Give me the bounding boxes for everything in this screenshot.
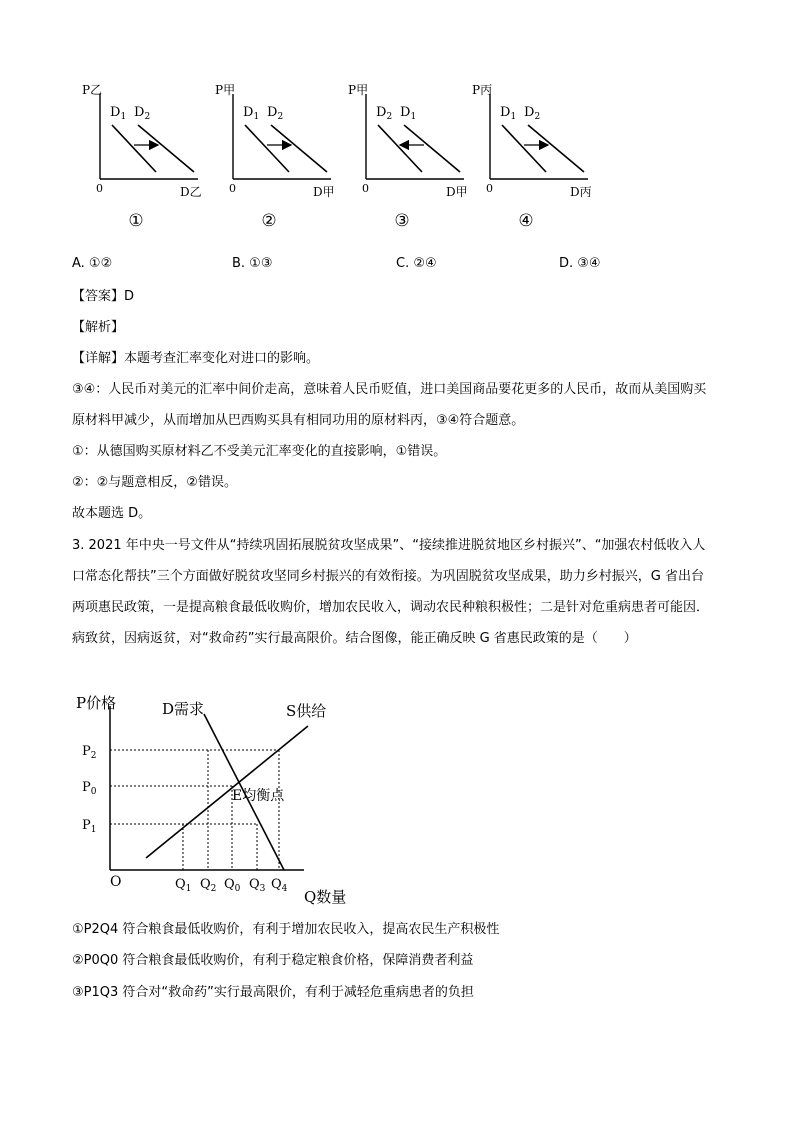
supply-label: S供给 bbox=[286, 702, 327, 720]
conclusion: 故本题选 D。 bbox=[72, 506, 152, 521]
demand-graph-2 bbox=[215, 83, 335, 231]
demand-graph-4 bbox=[472, 83, 592, 231]
curve-right bbox=[138, 125, 194, 172]
origin-label: 0 bbox=[362, 182, 369, 195]
big-graph-svg bbox=[70, 688, 370, 908]
option-d: D. ③④ bbox=[559, 256, 601, 271]
curve-right bbox=[271, 125, 327, 172]
quantity-label-q3: $Q_3$ bbox=[249, 877, 266, 894]
graph-caption: ③ bbox=[394, 211, 410, 231]
curve-left bbox=[502, 125, 546, 172]
statement-3: ③P1Q3 符合对“救命药”实行最高限价，有利于减轻危重病患者的负担 bbox=[72, 985, 474, 1000]
x-axis-label: D甲 bbox=[446, 185, 468, 199]
supply-demand-graph bbox=[70, 688, 370, 908]
small-graphs-svg bbox=[0, 80, 794, 240]
price-label-p1: $P_1$ bbox=[82, 818, 97, 835]
x-axis-label: D甲 bbox=[313, 185, 335, 199]
curve-left bbox=[378, 125, 422, 172]
answer-line: 【答案】D bbox=[72, 289, 135, 304]
equilibrium-label: E均衡点 bbox=[232, 788, 285, 804]
x-axis-label: D丙 bbox=[570, 185, 592, 199]
option-a: A. ①② bbox=[72, 256, 113, 271]
origin-label: 0 bbox=[229, 182, 236, 195]
demand-graph-1 bbox=[82, 83, 202, 231]
curve-left bbox=[112, 125, 156, 172]
analysis-label: 【解析】 bbox=[72, 320, 125, 335]
curve-label-left: $D_1$ bbox=[500, 105, 517, 122]
y-axis-label: P甲 bbox=[348, 83, 369, 97]
quantity-label-q0: $Q_0$ bbox=[224, 877, 241, 894]
curve-label-left: $D_1$ bbox=[243, 105, 260, 122]
curve-label-left: $D_2$ bbox=[376, 105, 393, 122]
y-axis-label: P甲 bbox=[215, 83, 236, 97]
price-label-p0: $P_0$ bbox=[82, 780, 97, 797]
origin-label: 0 bbox=[486, 182, 493, 195]
price-label-p2: $P_2$ bbox=[82, 744, 97, 761]
curve-label-right: $D_2$ bbox=[267, 105, 284, 122]
graph-caption: ① bbox=[128, 211, 144, 231]
demand-label: D需求 bbox=[162, 700, 205, 718]
option-b: B. ①③ bbox=[232, 256, 273, 271]
option-c: C. ②④ bbox=[396, 256, 437, 271]
demand-graph-3 bbox=[348, 83, 468, 231]
detail-line: 【详解】本题考查汇率变化对进口的影响。 bbox=[72, 351, 320, 366]
reasoning-34: ③④：人民币对美元的汇率中间价走高，意味着人民币贬值，进口美国商品要花更多的人民币，故而从美国购买原材料甲减少，从而增加从巴西购买具有相同功用的原材料丙，③④符合题意。 bbox=[72, 382, 707, 428]
y-axis-label: P乙 bbox=[82, 83, 103, 97]
quantity-axis-label: Q数量 bbox=[304, 888, 347, 906]
statement-1: ①P2Q4 符合粮食最低收购价，有利于增加农民收入，提高农民生产积极性 bbox=[72, 922, 500, 937]
curve-left bbox=[245, 125, 289, 172]
statement-2: ②P0Q0 符合粮食最低收购价，有利于稳定粮食价格，保障消费者利益 bbox=[72, 953, 474, 968]
quantity-label-q1: $Q_1$ bbox=[175, 877, 192, 894]
small-graphs-row bbox=[0, 80, 794, 240]
curve-label-right: $D_2$ bbox=[134, 105, 151, 122]
curve-label-right: $D_2$ bbox=[524, 105, 541, 122]
quantity-label-q2: $Q_2$ bbox=[200, 877, 217, 894]
curve-label-left: $D_1$ bbox=[110, 105, 127, 122]
graph-caption: ④ bbox=[518, 211, 534, 231]
reasoning-2: ②：②与题意相反，②错误。 bbox=[72, 475, 237, 490]
curve-right bbox=[404, 125, 460, 172]
y-axis-label: P丙 bbox=[472, 83, 493, 97]
x-axis-label: D乙 bbox=[180, 185, 202, 199]
origin-label: 0 bbox=[96, 182, 103, 195]
question-3: 3. 2021 年中央一号文件从“持续巩固拓展脱贫攻坚成果”、“接续推进脱贫地区乡村振兴”、“加强农村低收入人口常态化帮扶”三个方面做好脱贫攻坚同乡村振兴的有效衔接。为巩固脱贫攻坚成果，助力乡村振兴，G 省出台两项惠民政策，一是提高粮食最低收购价，增加农民收入，调动农民种粮积极性；二是针对危重病患者可能因．病致贫，因病返贫，对“救命药”实行最高限价。结合图像，能正确反映 G 省惠民政策的是（ ） bbox=[72, 538, 710, 646]
graph-caption: ② bbox=[261, 211, 277, 231]
price-axis-label: P价格 bbox=[76, 694, 117, 712]
quantity-label-q4: $Q_4$ bbox=[271, 877, 288, 894]
reasoning-1: ①：从德国购买原材料乙不受美元汇率变化的直接影响，①错误。 bbox=[72, 444, 447, 459]
curve-label-right: $D_1$ bbox=[400, 105, 417, 122]
origin-label: O bbox=[110, 874, 122, 890]
curve-right bbox=[528, 125, 584, 172]
